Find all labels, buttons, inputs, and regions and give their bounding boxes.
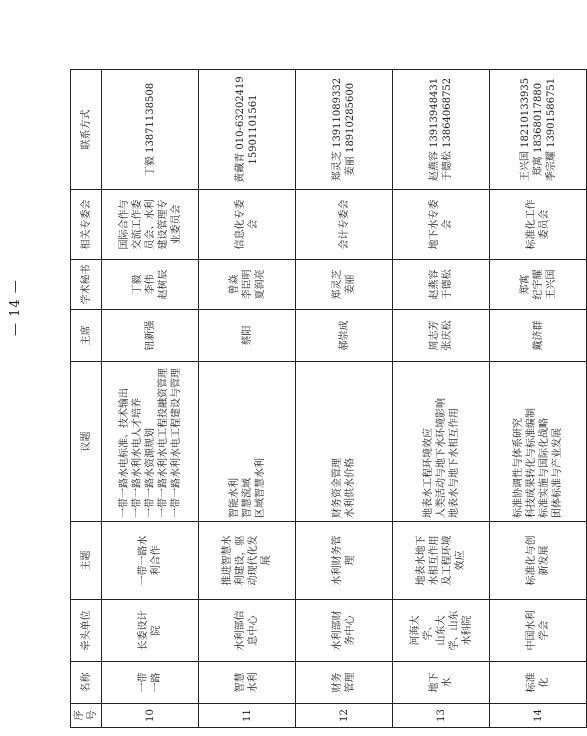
session-theme-line: 利建设，驱 xyxy=(235,535,246,586)
session-topics-cell xyxy=(199,362,296,522)
page-number: — 14 — xyxy=(8,279,23,336)
secretary-line: 郑寓 xyxy=(519,274,531,295)
lead-unit-cell xyxy=(199,600,296,662)
contact-info-line: 郑寓 18368017880 xyxy=(532,82,544,177)
secretary-line: 李臣明 xyxy=(241,269,253,300)
session-theme-line: 推进智慧水 xyxy=(222,535,233,586)
session-topics-line: 一带一路水利水电人才培养 xyxy=(131,398,143,518)
lead-unit-line: 河海大 xyxy=(409,615,421,646)
lead-unit-line: 长委设计 xyxy=(138,610,149,651)
session-topics-line: 地表水与地下水相互作用 xyxy=(448,408,460,518)
related-committee-cell xyxy=(393,190,490,260)
table-row xyxy=(199,70,296,728)
contact-info-line: 黄藏青 010-63202419 xyxy=(235,76,246,183)
session-theme-line: 理 xyxy=(345,555,356,566)
row-number-cell: 10 xyxy=(102,704,199,728)
secretary-cell xyxy=(199,260,296,310)
chair-cell xyxy=(393,310,490,362)
lead-unit-line: 水利部财 xyxy=(332,610,343,651)
contact-info-line: 15901101561 xyxy=(248,94,259,165)
secretary-line: 纪宇耀 xyxy=(532,269,544,300)
lead-unit-line: 学会 xyxy=(539,620,550,641)
session-name-line: 一带 xyxy=(138,672,149,693)
related-committee-cell xyxy=(296,190,393,260)
related-committee-line: 会计专委会 xyxy=(338,199,350,250)
session-topics-line: 智能水利 xyxy=(228,478,240,518)
contact-info-cell xyxy=(296,70,393,190)
secretary-line: 于德松 xyxy=(442,269,453,300)
session-topics-cell xyxy=(490,362,587,522)
session-theme-line: 及工程环境 xyxy=(442,535,453,586)
chair-line: 钮新强 xyxy=(144,320,156,351)
secretary-cell xyxy=(296,260,393,310)
session-topics-line: 一带一路水资源规划 xyxy=(144,428,156,518)
lead-unit-line: 水利部信 xyxy=(235,610,246,651)
session-theme-line: 动现代化发 xyxy=(248,535,259,586)
related-committee-line: 会 xyxy=(248,219,259,230)
session-theme-cell xyxy=(102,522,199,600)
row-number-cell: 14 xyxy=(490,704,587,728)
secretary-line: 夏润亮 xyxy=(254,269,266,300)
session-topics-line: 团体标准与产业发展 xyxy=(552,428,563,518)
column-header: 相关专委会 xyxy=(71,190,102,260)
session-name-line: 管理 xyxy=(345,672,356,693)
session-topics-line: 区域智慧水利 xyxy=(254,458,266,518)
lead-unit-cell xyxy=(490,600,587,662)
session-topics-line: 地表水工程环境效应 xyxy=(422,428,434,518)
secretary-cell xyxy=(393,260,490,310)
secretary-line: 姜丽 xyxy=(345,274,356,295)
chair-cell xyxy=(296,310,393,362)
session-topics-line: 智慧流域 xyxy=(241,478,253,518)
contact-info-line: 季宗耀 13901586751 xyxy=(545,77,557,182)
session-theme-line: 水相互作用 xyxy=(429,535,440,586)
chair-cell xyxy=(490,310,587,362)
chair-line: 郝崇成 xyxy=(338,320,350,351)
session-theme-line: 新发展 xyxy=(539,545,550,576)
session-name-cell xyxy=(102,662,199,704)
table-header-row xyxy=(71,70,102,728)
chair-cell xyxy=(199,310,296,362)
lead-unit-line: 学、山东 xyxy=(448,610,460,651)
session-theme-cell xyxy=(199,522,296,600)
lead-unit-line: 院 xyxy=(151,625,162,636)
column-header: 议题 xyxy=(71,362,102,522)
session-name-cell xyxy=(296,662,393,704)
secretary-line: 王兴国 xyxy=(545,269,557,300)
chair-cell xyxy=(102,310,199,362)
related-committee-line: 国际合作与 xyxy=(118,199,130,250)
secretary-cell xyxy=(102,260,199,310)
lead-unit-cell xyxy=(393,600,490,662)
column-header: 序号 xyxy=(71,704,102,728)
contact-info-cell xyxy=(490,70,587,190)
session-name-line: 地下 xyxy=(429,672,440,693)
row-number-cell: 13 xyxy=(393,704,490,728)
session-topics-line: 标准实施与国际化战略 xyxy=(539,418,550,518)
lead-unit-line: 务中心 xyxy=(345,615,356,646)
session-topics-line: 一带一路水利水电工程投融资管理 xyxy=(157,368,169,518)
session-theme-line: 效应 xyxy=(455,550,466,571)
session-topics-line: 科技成果转化与标准编制 xyxy=(526,408,537,518)
secretary-line: 丁毅 xyxy=(131,274,143,295)
column-header: 主席 xyxy=(71,310,102,362)
contact-info-cell xyxy=(199,70,296,190)
contact-info-line: 王兴国 18210133935 xyxy=(519,77,531,182)
table-row xyxy=(393,70,490,728)
contact-info-line: 姜丽 18910285600 xyxy=(345,82,356,177)
session-topics-line: 财务资金管理 xyxy=(332,458,343,518)
lead-unit-line: 学、 xyxy=(422,620,434,641)
contact-info-line: 赵燕容 13913948431 xyxy=(429,77,440,182)
column-header: 名称 xyxy=(71,662,102,704)
contact-info-line: 丁毅 13871138508 xyxy=(144,82,156,177)
related-committee-line: 业委员会 xyxy=(170,204,182,245)
secretary-line: 郑灵芝 xyxy=(332,269,343,300)
secretary-cell xyxy=(490,260,587,310)
session-name-cell xyxy=(199,662,296,704)
column-header: 学术秘书 xyxy=(71,260,102,310)
table-body xyxy=(102,70,587,728)
session-theme-line: 一带一路水 xyxy=(138,535,149,586)
secretary-line: 赵燕容 xyxy=(429,269,440,300)
lead-unit-cell xyxy=(102,600,199,662)
contact-info-line: 郑灵芝 13911089332 xyxy=(332,77,343,182)
column-header: 牵头单位 xyxy=(71,600,102,662)
session-name-line: 水 xyxy=(442,677,453,688)
contact-info-cell xyxy=(102,70,199,190)
table-row xyxy=(296,70,393,728)
contact-info-line: 于德松 13864068752 xyxy=(442,77,453,182)
secretary-line: 赵树辰 xyxy=(157,269,169,300)
session-name-line: 财务 xyxy=(332,672,343,693)
session-name-line: 化 xyxy=(539,677,550,688)
related-committee-line: 员会、水利 xyxy=(144,199,156,250)
secretary-line: 李伟 xyxy=(144,274,156,295)
related-committee-cell xyxy=(102,190,199,260)
session-topics-cell xyxy=(393,362,490,522)
lead-unit-line: 息中心 xyxy=(248,615,259,646)
row-number-cell: 11 xyxy=(199,704,296,728)
related-committee-cell xyxy=(490,190,587,260)
session-topics-line: 一带一路水利水电工程建设与管理 xyxy=(170,368,182,518)
contact-info-cell xyxy=(393,70,490,190)
session-table xyxy=(70,69,587,728)
session-topics-cell xyxy=(296,362,393,522)
session-name-line: 水利 xyxy=(248,672,259,693)
session-topics-line: 标准协调性与体系研究 xyxy=(513,418,524,518)
lead-unit-line: 水科院 xyxy=(461,615,473,646)
session-name-cell xyxy=(393,662,490,704)
session-theme-line: 水利财务管 xyxy=(332,535,343,586)
lead-unit-line: 山东大 xyxy=(435,615,447,646)
column-header: 联系方式 xyxy=(71,70,102,190)
column-header: 主题 xyxy=(71,522,102,600)
related-committee-cell xyxy=(199,190,296,260)
chair-line: 张庆松 xyxy=(442,320,453,351)
related-committee-line: 建设管理专 xyxy=(157,199,169,250)
related-committee-line: 会 xyxy=(442,219,453,230)
lead-unit-line: 中国水利 xyxy=(526,610,537,651)
session-theme-cell xyxy=(393,522,490,600)
chair-line: 周志芳 xyxy=(429,320,440,351)
session-topics-cell xyxy=(102,362,199,522)
related-committee-line: 标准化工作 xyxy=(526,199,537,250)
session-topics-line: 水利供水价格 xyxy=(345,458,356,518)
session-theme-line: 利合作 xyxy=(151,545,162,576)
session-name-cell xyxy=(490,662,587,704)
session-theme-cell xyxy=(490,522,587,600)
related-committee-line: 地下水专委 xyxy=(429,199,440,250)
related-committee-line: 交流工作委 xyxy=(131,199,143,250)
session-name-line: 一路 xyxy=(151,672,162,693)
related-committee-line: 信息化专委 xyxy=(235,199,246,250)
row-number-cell: 12 xyxy=(296,704,393,728)
table-row xyxy=(102,70,199,728)
session-theme-line: 展 xyxy=(261,555,272,566)
session-topics-line: 一带一路水电标准、技术输出 xyxy=(118,388,130,518)
table-row xyxy=(490,70,587,728)
secretary-line: 曾焱 xyxy=(228,274,240,295)
session-theme-line: 地表水地下 xyxy=(416,535,427,586)
related-committee-line: 委员会 xyxy=(539,209,550,240)
session-name-line: 标准 xyxy=(526,672,537,693)
session-theme-line: 标准化与创 xyxy=(526,535,537,586)
session-topics-line: 人类活动与地下水环境影响 xyxy=(435,398,447,518)
chair-line: 戴济群 xyxy=(532,320,544,351)
chair-line: 蔡阳 xyxy=(241,325,253,346)
session-theme-cell xyxy=(296,522,393,600)
session-name-line: 智慧 xyxy=(235,672,246,693)
lead-unit-cell xyxy=(296,600,393,662)
